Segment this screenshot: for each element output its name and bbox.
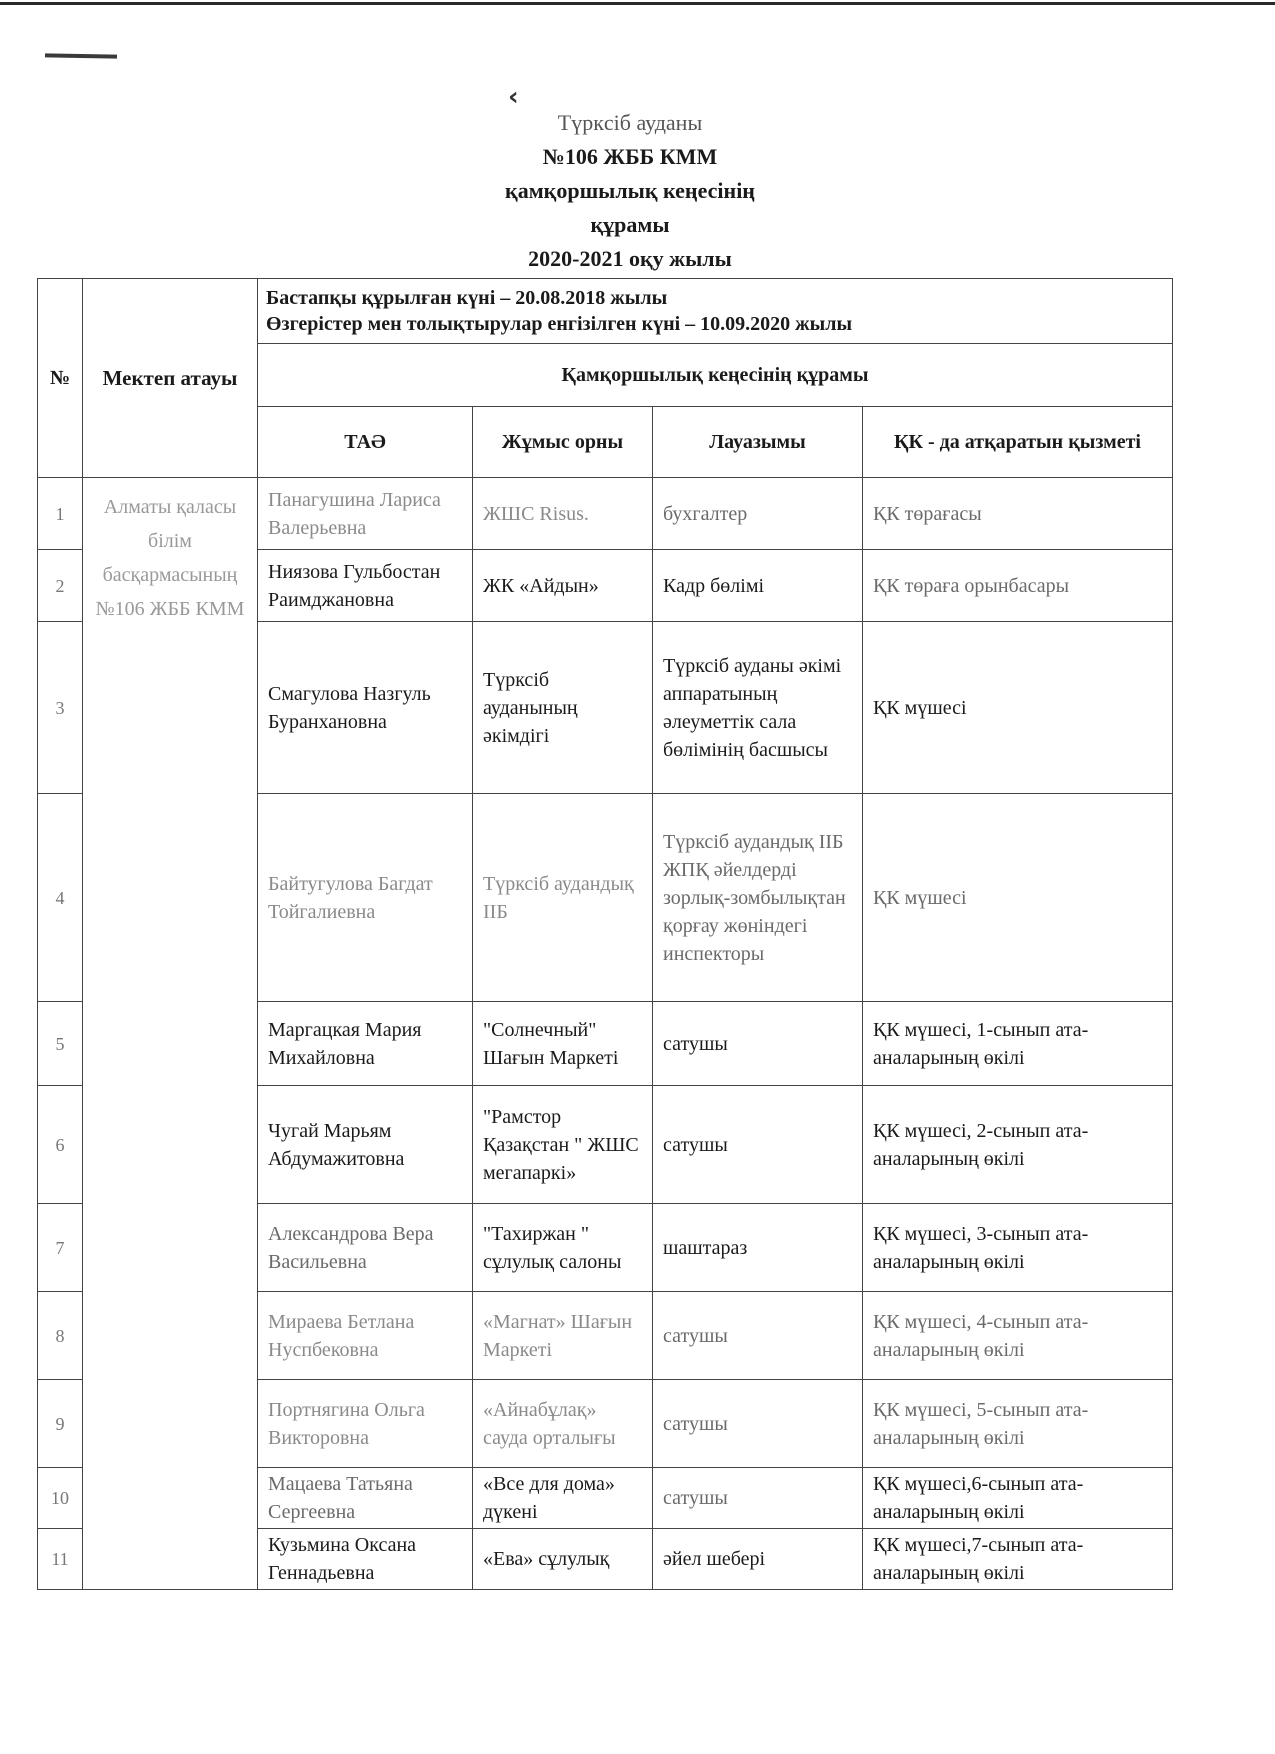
member-name: Кузьмина Оксана Геннадьевна: [258, 1529, 473, 1590]
member-name: Маргацкая Мария Михайловна: [258, 1002, 473, 1086]
scan-mark: [45, 53, 117, 58]
row-num: 6: [38, 1086, 83, 1204]
member-work: "Солнечный" Шағын Маркеті: [473, 1002, 653, 1086]
member-role: ҚК мүшесі: [863, 794, 1173, 1002]
member-work: Түрксіб ауданының әкімдігі: [473, 622, 653, 794]
row-num: 1: [38, 478, 83, 550]
dates-cell: [258, 279, 1173, 344]
member-position: сатушы: [653, 1086, 863, 1204]
member-role: ҚК мүшесі, 2-сынып ата-аналарының өкілі: [863, 1086, 1173, 1204]
member-position: Түрксіб аудандық ІІБ ЖПҚ әйелдерді зорлық-зомбылықтан қорғау жөніндегі инспекторы: [653, 794, 863, 1002]
row-num: 11: [38, 1529, 83, 1590]
member-position: бухгалтер: [653, 478, 863, 550]
member-role: ҚК мүшесі: [863, 622, 1173, 794]
member-name: Мираева Бетлана Нуспбековна: [258, 1292, 473, 1380]
member-work: Түрксіб аудандық ІІБ: [473, 794, 653, 1002]
member-position: сатушы: [653, 1292, 863, 1380]
member-role: ҚК мүшесі, 4-сынып ата-аналарының өкілі: [863, 1292, 1173, 1380]
member-work: ЖШС Risus.: [473, 478, 653, 550]
member-work: «Айнабұлақ» сауда орталығы: [473, 1380, 653, 1468]
council-table: [37, 278, 1173, 1590]
col-header-school: Мектеп атауы: [83, 279, 258, 478]
member-name: Панагушина Лариса Валерьевна: [258, 478, 473, 550]
member-name: Ниязова Гульбостан Раимджановна: [258, 550, 473, 622]
row-num: 2: [38, 550, 83, 622]
col-header-work: Жұмыс орны: [473, 407, 653, 478]
academic-year: 2020-2021 оқу жылы: [528, 246, 732, 271]
date-created: Бастапқы құрылған күні – 20.08.2018 жылы: [266, 287, 668, 309]
member-position: сатушы: [653, 1380, 863, 1468]
col-header-position: Лауазымы: [653, 407, 863, 478]
member-position: сатушы: [653, 1002, 863, 1086]
member-work: «Все для дома» дүкені: [473, 1468, 653, 1529]
header-row-dates: [38, 279, 1173, 344]
member-role: ҚК төрағасы: [863, 478, 1173, 550]
member-name: Байтугулова Багдат Тойгалиевна: [258, 794, 473, 1002]
row-num: 3: [38, 622, 83, 794]
school-name: Алматы қаласы білім басқармасының №106 ЖББ КММ: [83, 478, 258, 1590]
member-role: ҚК мүшесі, 5-сынып ата-аналарының өкілі: [863, 1380, 1173, 1468]
school-code: №106 ЖББ КММ: [542, 144, 718, 169]
member-position: Түрксіб ауданы әкімі аппаратының әлеуметтік сала бөлімінің басшысы: [653, 622, 863, 794]
member-name: Портнягина Ольга Викторовна: [258, 1380, 473, 1468]
member-role: ҚК мүшесі, 3-сынып ата-аналарының өкілі: [863, 1204, 1173, 1292]
member-work: "Тахиржан " сұлулық салоны: [473, 1204, 653, 1292]
chevron-left-icon: ‹: [508, 82, 519, 112]
composition-label: құрамы: [590, 212, 670, 237]
member-role: ҚК мүшесі,6-сынып ата-аналарының өкілі: [863, 1468, 1173, 1529]
member-name: Александрова Вера Васильевна: [258, 1204, 473, 1292]
member-name: Смагулова Назгуль Буранхановна: [258, 622, 473, 794]
council-title: Қамқоршылық кеңесінің құрамы: [258, 344, 1173, 407]
member-work: "Рамстор Қазақстан " ЖШС мегапаркі»: [473, 1086, 653, 1204]
col-header-role: ҚК - да атқаратын қызметі: [863, 407, 1173, 478]
row-num: 7: [38, 1204, 83, 1292]
col-header-num: №: [38, 279, 83, 478]
scan-top-edge: [0, 2, 1275, 5]
council-label: қамқоршылық кеңесінің: [505, 178, 755, 203]
member-position: шаштараз: [653, 1204, 863, 1292]
row-num: 10: [38, 1468, 83, 1529]
table-row: [38, 478, 1173, 550]
col-header-name: ТАӘ: [258, 407, 473, 478]
member-position: сатушы: [653, 1468, 863, 1529]
member-position: Кадр бөлімі: [653, 550, 863, 622]
member-work: ЖК «Айдын»: [473, 550, 653, 622]
member-name: Чугай Марьям Абдумажитовна: [258, 1086, 473, 1204]
member-work: «Магнат» Шағын Маркеті: [473, 1292, 653, 1380]
member-role: ҚК мүшесі, 1-сынып ата-аналарының өкілі: [863, 1002, 1173, 1086]
row-num: 5: [38, 1002, 83, 1086]
member-role: ҚК төраға орынбасары: [863, 550, 1173, 622]
row-num: 8: [38, 1292, 83, 1380]
member-position: әйел шебері: [653, 1529, 863, 1590]
member-name: Мацаева Татьяна Сергеевна: [258, 1468, 473, 1529]
district-name: Түркcіб ауданы: [557, 110, 703, 135]
date-modified: Өзгерістер мен толықтырулар енгізілген күні – 10.09.2020 жылы: [266, 313, 853, 335]
member-role: ҚК мүшесі,7-сынып ата-аналарының өкілі: [863, 1529, 1173, 1590]
row-num: 4: [38, 794, 83, 1002]
document-header: [375, 106, 885, 276]
row-num: 9: [38, 1380, 83, 1468]
member-work: «Ева» сұлулық: [473, 1529, 653, 1590]
